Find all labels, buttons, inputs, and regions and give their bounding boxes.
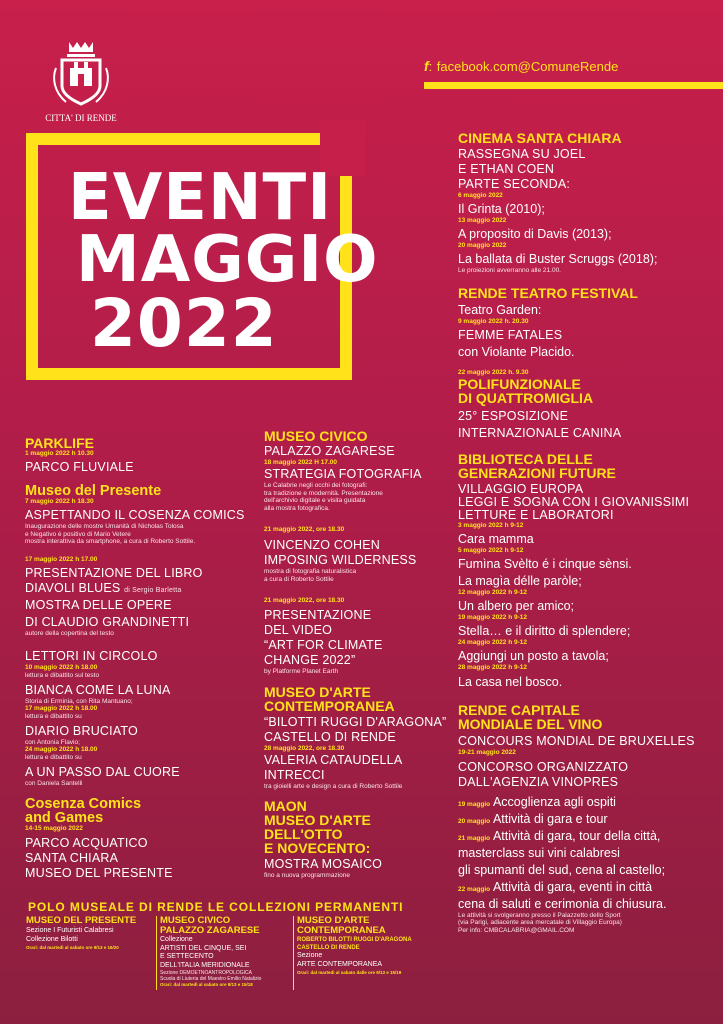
civico-date-3: 21 maggio 2022, ore 18.30 xyxy=(264,597,345,604)
presente-title-2a: PRESENTAZIONE DEL LIBRO xyxy=(25,565,203,580)
facebook-icon: f xyxy=(424,58,429,74)
civico-title-3a: PRESENTAZIONE xyxy=(264,608,372,622)
vino-program-4b: cena di saluti e cerimonia di chiusura. xyxy=(458,896,667,911)
poli-heading-1: POLIFUNZIONALE xyxy=(458,375,581,392)
maon-heading-3: DELL'OTTO xyxy=(264,826,343,842)
vino-note-2: (via Parigi, adiacente area mercatale di Villaggio Europa) xyxy=(458,919,622,926)
footer-museum-civico-line-6: Scuola di Liuteria del Maestro Emilio Natalizio xyxy=(160,976,262,982)
presente-title-2b: DIAVOLI BLUES di Sergio Barletta xyxy=(25,580,182,595)
civico-note-2a: mostra di fotografia naturalistica xyxy=(264,568,357,575)
arte-note: tra gioielli arte e design a cura di Roberto Sottile xyxy=(264,782,403,790)
column-middle xyxy=(264,429,454,880)
bib-heading-1: BIBLIOTECA DELLE xyxy=(458,450,593,467)
footer-museum-presente-hours: Orari: dal martedì al sabato ore 9/13 e 16/20 xyxy=(26,945,119,950)
civico-title-1: STRATEGIA FOTOGRAFIA xyxy=(264,467,422,481)
bib-event-7: La casa nel bosco. xyxy=(458,674,563,689)
poli-title-2: INTERNAZIONALE CANINA xyxy=(458,425,622,440)
bib-event-3: La magìa délle paròle; xyxy=(458,573,582,588)
bianca-note: Storia di Erminia, con Rita Mantuano; xyxy=(25,697,133,705)
teatro-cast: con Violante Placido. xyxy=(458,344,575,359)
diario-note-2: lettura e dibattito su xyxy=(25,754,82,761)
footer-museum-civico-line-2: ARTISTI DEL CINQUE, SEI xyxy=(160,944,247,952)
vino-title-3: DALL'AGENZIA VINOPRES xyxy=(458,774,619,789)
comics-place-2: SANTA CHIARA xyxy=(25,851,119,865)
header-divider xyxy=(424,82,723,89)
footer-title: POLO MUSEALE DI RENDE LE COLLEZIONI PERMANENTI xyxy=(28,900,404,914)
footer-museum-arte-line-3: Sezione xyxy=(297,952,323,959)
vino-program-1: 19 maggio Accoglienza agli ospiti xyxy=(458,794,616,809)
teatro-date: 9 maggio 2022 h. 20.30 xyxy=(458,317,529,325)
footer-museum-civico-line-1: Collezione xyxy=(160,936,193,943)
civico-date-1: 18 maggio 2022 H 17.00 xyxy=(264,459,337,466)
lettori-title: LETTORI IN CIRCOLO xyxy=(25,649,158,663)
diario-title: DIARIO BRUCIATO xyxy=(25,723,138,738)
footer-museum-arte-line-1: ROBERTO BILOTTI RUGGI D'ARAGONA xyxy=(297,937,412,943)
civico-title-2b: IMPOSING WILDERNESS xyxy=(264,553,417,567)
presente-note-1b: e Negativo è positivo di Mario Vetere xyxy=(25,530,131,538)
civico-date-2: 21 maggio 2022, ore 18.30 xyxy=(264,526,345,533)
city-crest xyxy=(48,38,114,110)
footer-divider-1 xyxy=(156,916,157,990)
passo-note: con Daniela Santelli xyxy=(25,779,83,787)
vino-program-3c: gli spumanti del sud, cena al castello; xyxy=(458,862,666,877)
footer-museum-civico-line-4: DELL'ITALIA MERIDIONALE xyxy=(160,961,250,969)
civico-note-1c: dell'archivio digitale e visita guidata xyxy=(264,497,366,504)
bib-title-1: VILLAGGIO EUROPA xyxy=(458,481,584,496)
vino-program-3b: masterclass sui vini calabresi xyxy=(458,845,620,860)
civico-note-2b: a cura di Roberto Sottile xyxy=(264,575,334,583)
presente-title-1: ASPETTANDO IL COSENZA COMICS xyxy=(25,508,245,522)
cinema-title-1: RASSEGNA SU JOEL xyxy=(458,147,586,161)
civico-title-2a: VINCENZO COHEN xyxy=(264,538,381,552)
bianca-title: BIANCA COME LA LUNA xyxy=(25,682,171,697)
footer-museum-arte-heading-1: MUSEO D'ARTE xyxy=(297,915,370,926)
arte-place-2: CASTELLO DI RENDE xyxy=(264,729,396,744)
arte-title-2: INTRECCI xyxy=(264,767,325,782)
vino-title-2: CONCORSO ORGANIZZATO xyxy=(458,759,629,774)
arte-place-1: “BILOTTI RUGGI D'ARAGONA” xyxy=(264,714,447,729)
vino-note-1: Le attività si svolgeranno presso il Palazzetto dello Sport xyxy=(458,911,621,919)
arte-heading-1: MUSEO D'ARTE xyxy=(264,683,371,700)
presente-note-1a: Inaugurazione delle mostre Umanità di Nicholas Tolosa xyxy=(25,523,184,530)
footer-museum-presente-section: Sezione I Futuristi Calabresi xyxy=(26,927,114,934)
civico-title-3c: “ART FOR CLIMATE xyxy=(264,638,383,652)
arte-heading-2: CONTEMPORANEA xyxy=(264,697,395,714)
presente-date-2: 17 maggio 2022 h 17.00 xyxy=(25,555,98,563)
column-right xyxy=(458,131,720,934)
facebook-link[interactable]: f: facebook.com@ComuneRende xyxy=(424,58,619,74)
parklife-heading: PARKLIFE xyxy=(25,435,94,451)
footer-museum-civico-line-5: Sezione DEMOETNOANTROPOLOGICA xyxy=(160,970,252,976)
maon-note: fino a nuova programmazione xyxy=(264,872,350,879)
parklife-date: 1 maggio 2022 h 10.30 xyxy=(25,450,94,457)
footer-divider-2 xyxy=(293,916,294,990)
footer-museum-arte-heading-2: CONTEMPORANEA xyxy=(297,925,386,936)
footer-museum-presente-heading: MUSEO DEL PRESENTE xyxy=(26,915,137,926)
presente-title-2d: DI CLAUDIO GRANDINETTI xyxy=(25,614,190,629)
presente-note-2: autore della copertina del testo xyxy=(25,629,114,637)
vino-title-1: CONCOURS MONDIAL DE BRUXELLES xyxy=(458,733,695,748)
cinema-title-2: E ETHAN COEN xyxy=(458,162,555,176)
teatro-place: Teatro Garden: xyxy=(458,302,542,317)
maon-heading-4: E NOVECENTO: xyxy=(264,840,371,856)
parklife-title: PARCO FLUVIALE xyxy=(25,460,134,474)
footer-museum-arte-hours: Orari: dal martedì al sabato dalle ore 9/13 e 15/19 xyxy=(297,970,402,975)
vino-program-2: 20 maggio Attività di gara e tour xyxy=(458,811,608,826)
presente-heading: Museo del Presente xyxy=(25,483,162,499)
crest-icon xyxy=(48,38,114,110)
civico-title-3b: DEL VIDEO xyxy=(264,623,333,637)
city-name: CITTA' DI RENDE xyxy=(45,113,117,123)
cinema-heading: CINEMA SANTA CHIARA xyxy=(458,130,622,146)
cinema-title-3: PARTE SECONDA: xyxy=(458,177,571,191)
vino-note-3: Per info: CMBCALABRIA@GMAIL.COM xyxy=(458,926,575,934)
maon-title: MOSTRA MOSAICO xyxy=(264,857,383,871)
vino-program-3: 21 maggio Attività di gara, tour della città, xyxy=(458,828,661,843)
diario-date: 24 maggio 2022 h 18.00 xyxy=(25,746,98,753)
facebook-url: facebook.com@ComuneRende xyxy=(436,59,619,74)
passo-title: A UN PASSO DAL CUORE xyxy=(25,764,180,779)
comics-heading-2: and Games xyxy=(25,810,104,826)
cinema-note: Le proiezioni avverranno alle 21.00. xyxy=(458,267,561,274)
presente-date-1: 7 maggio 2022 h 18.30 xyxy=(25,498,94,505)
teatro-title: FEMME FATALES xyxy=(458,327,563,342)
presente-note-1c: mostra interattiva da smartphone, a cura di Roberto Sottile. xyxy=(25,538,196,545)
bib-event-4: Un albero per amico; xyxy=(458,598,575,613)
teatro-heading: RENDE TEATRO FESTIVAL xyxy=(458,284,638,301)
lettori-date: 10 maggio 2022 h 18.00 xyxy=(25,664,98,671)
bib-title-3: LETTURE E LABORATORI xyxy=(458,507,614,522)
cinema-film-1: Il Grinta (2010); xyxy=(458,202,545,216)
vino-heading-1: RENDE CAPITALE xyxy=(458,701,580,718)
vino-program-4: 22 maggio Attività di gara, eventi in città xyxy=(458,879,653,894)
comics-date: 14-15 maggio 2022 xyxy=(25,825,83,832)
bib-date-3: 12 maggio 2022 h 9-12 xyxy=(458,588,528,596)
lettori-note: lettura e dibattito sul testo xyxy=(25,672,100,679)
bib-date-6: 28 maggio 2022 h 9-12 xyxy=(458,663,528,671)
title-line-3: 2022 xyxy=(90,285,278,362)
bib-date-5: 24 maggio 2022 h 9-12 xyxy=(458,638,528,646)
civico-place: PALAZZO ZAGARESE xyxy=(264,444,395,458)
poli-date: 22 maggio 2022 h. 9.30 xyxy=(458,368,529,376)
bib-event-5: Stella… e il diritto di splendere; xyxy=(458,623,631,638)
civico-heading: MUSEO CIVICO xyxy=(264,428,368,444)
vino-date: 19-21 maggio 2022 xyxy=(458,748,516,756)
bib-date-4: 19 maggio 2022 h 9-12 xyxy=(458,613,528,621)
bib-date-1: 3 maggio 2022 h 9-12 xyxy=(458,521,524,529)
bianca-note-2: lettura e dibattito su xyxy=(25,713,82,720)
cinema-film-2: A proposito di Davis (2013); xyxy=(458,227,612,241)
poli-title-1: 25° ESPOSIZIONE xyxy=(458,408,569,423)
footer-museum-civico xyxy=(160,916,292,988)
civico-note-1d: alla mostra fotografica. xyxy=(264,504,330,512)
footer-museum-civico-line-3: E SETTECENTO xyxy=(160,953,214,960)
footer-museum-civico-heading-1: MUSEO CIVICO xyxy=(160,915,231,926)
footer-museum-civico-hours: Orari: dal martedì al sabato ore 9/13 e 15/18 xyxy=(160,982,253,987)
bib-event-2: Fumìna Svèlto é i cinque sènsi. xyxy=(458,556,632,571)
cinema-film-3: La ballata di Buster Scruggs (2018); xyxy=(458,252,658,266)
civico-note-1a: Le Calabrie negli occhi dei fotografi: xyxy=(264,482,368,489)
arte-title-1: VALERIA CATAUDELLA xyxy=(264,752,403,767)
footer-museum-civico-heading-2: PALAZZO ZAGARESE xyxy=(160,925,260,936)
bib-event-1: Cara mamma xyxy=(458,531,534,546)
column-left xyxy=(25,436,255,881)
footer-museum-presente xyxy=(26,916,154,952)
civico-title-3d: CHANGE 2022” xyxy=(264,653,356,667)
bib-event-6: Aggiungi un posto a tavola; xyxy=(458,648,609,663)
bianca-date: 17 maggio 2022 h 18.00 xyxy=(25,705,98,712)
bib-date-2: 5 maggio 2022 h 9-12 xyxy=(458,546,524,554)
footer-museum-arte-line-2: CASTELLO DI RENDE xyxy=(297,945,360,951)
maon-heading-1: MAON xyxy=(264,798,307,814)
title-line-2: MAGGIO xyxy=(76,223,379,297)
footer-museum-presente-collection: Collezione Bilotti xyxy=(26,936,78,943)
footer-museum-arte-line-4: ARTE CONTEMPORANEA xyxy=(297,960,383,968)
footer-museum-arte xyxy=(297,916,447,977)
bib-heading-2: GENERAZIONI FUTURE xyxy=(458,464,616,481)
title-line-1: EVENTI xyxy=(68,161,332,235)
maon-heading-2: MUSEO D'ARTE xyxy=(264,812,371,828)
comics-place-3: MUSEO DEL PRESENTE xyxy=(25,866,173,880)
cinema-date-3: 20 maggio 2022 xyxy=(458,242,507,249)
civico-note-1b: tra tradizione e modernità. Presentazione xyxy=(264,489,383,497)
comics-place-1: PARCO ACQUATICO xyxy=(25,836,148,850)
arte-date: 28 maggio 2022, ore 18.30 xyxy=(264,744,345,752)
cinema-date-2: 13 maggio 2022 xyxy=(458,217,507,224)
comics-heading-1: Cosenza Comics xyxy=(25,796,142,812)
civico-note-3: by Platforme Planet Earth xyxy=(264,668,339,675)
vino-heading-2: MONDIALE DEL VINO xyxy=(458,715,603,732)
bib-title-2: LEGGI E SOGNA CON I GIOVANISSIMI xyxy=(458,494,690,509)
cinema-date-1: 6 maggio 2022 xyxy=(458,192,503,199)
poli-heading-2: DI QUATTROMIGLIA xyxy=(458,389,594,406)
presente-title-2c: MOSTRA DELLE OPERE xyxy=(25,597,172,612)
diario-note: con Antonia Flavio; xyxy=(25,738,80,746)
